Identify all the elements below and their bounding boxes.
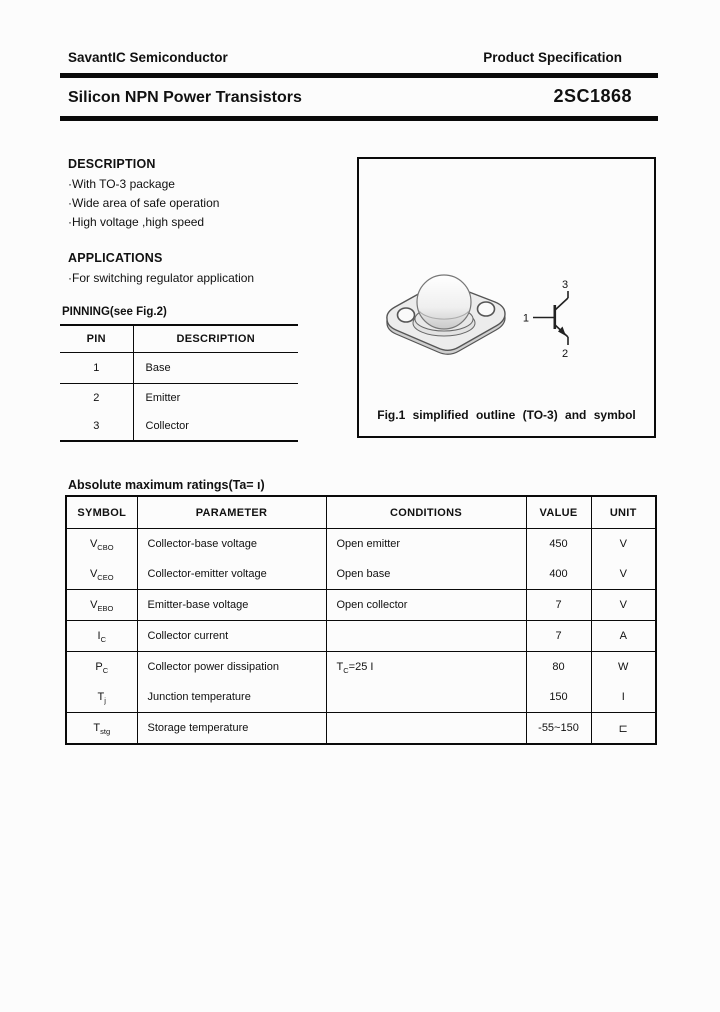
pin-label-emitter: 2 [561, 348, 569, 360]
pinning-table [60, 324, 298, 442]
pin-number-cell: 3 [93, 420, 100, 432]
to3-package-drawing [383, 269, 509, 359]
header-rule-bottom [60, 116, 658, 121]
symbol-cell: $T_{stg}$ [66, 713, 137, 745]
parameter-cell: Collector power dissipation [137, 652, 326, 683]
pin-description-cell: Collector [133, 412, 298, 441]
conditions-cell: Open collector [326, 590, 526, 621]
parameter-cell: Collector current [137, 621, 326, 652]
unit-column-header: UNIT [591, 496, 656, 529]
ratings-row-vebo [66, 590, 656, 621]
pinning-row [60, 384, 298, 413]
unit-cell: V [591, 590, 656, 621]
conditions-cell: $T_C=25$ I [326, 652, 526, 683]
description-item: ·Wide area of safe operation [68, 196, 220, 210]
pin-description-cell: Base [133, 353, 298, 384]
ratings-header-row [66, 496, 656, 529]
ratings-row-pc [66, 652, 656, 683]
ratings-row-tj [66, 682, 656, 713]
value-cell: 150 [526, 682, 591, 713]
pin-label-collector: 3 [561, 279, 569, 291]
pinning-row [60, 353, 298, 384]
npn-transistor-symbol [513, 273, 585, 361]
value-cell: -55~150 [526, 713, 591, 745]
pin-number-cell: 1 [60, 353, 133, 384]
value-cell: 450 [526, 529, 591, 560]
part-number: 2SC1868 [553, 86, 632, 106]
ratings-row-vceo [66, 559, 656, 590]
unit-cell: A [591, 621, 656, 652]
pinning-heading: PINNING(see Fig.2) [62, 306, 167, 318]
pinning-row [60, 412, 298, 441]
unit-cell: ⊏ [591, 713, 656, 745]
conditions-cell [326, 713, 526, 745]
pin-column-header: PIN [60, 325, 133, 353]
applications-item: ·For switching regulator application [68, 271, 255, 285]
pinning-header-row [60, 325, 298, 353]
description-item: ·With TO-3 package [68, 177, 175, 191]
unit-cell: V [591, 529, 656, 560]
pin-description-cell: Emitter [133, 384, 298, 413]
description-column-header: DESCRIPTION [133, 325, 298, 353]
conditions-cell: Open emitter [326, 529, 526, 560]
symbol-cell: $P_C$ [66, 652, 137, 683]
conditions-cell: Open base [326, 559, 526, 590]
product-specification-label: Product Specification [483, 50, 622, 65]
value-column-header: VALUE [526, 496, 591, 529]
unit-cell: W [591, 652, 656, 683]
conditions-column-header: CONDITIONS [326, 496, 526, 529]
parameter-cell: Collector-base voltage [137, 529, 326, 560]
parameter-cell: Junction temperature [137, 682, 326, 713]
symbol-cell: $T_j$ [66, 682, 137, 713]
description-heading: DESCRIPTION [68, 157, 156, 171]
value-cell: 80 [526, 652, 591, 683]
pin-number-cell: 2 [93, 392, 100, 404]
symbol-cell: $V_{CEO}$ [66, 559, 137, 590]
conditions-cell [326, 621, 526, 652]
product-title: Silicon NPN Power Transistors [68, 89, 302, 106]
parameter-cell: Collector-emitter voltage [137, 559, 326, 590]
ratings-row-ic [66, 621, 656, 652]
applications-heading: APPLICATIONS [68, 251, 163, 265]
symbol-column-header: SYMBOL [66, 496, 137, 529]
figure-caption: Fig.1 simplified outline (TO-3) and symbol [377, 408, 636, 422]
ratings-row-vcbo [66, 529, 656, 560]
value-cell: 7 [526, 621, 591, 652]
parameter-cell: Emitter-base voltage [137, 590, 326, 621]
pin-label-base: 1 [522, 312, 529, 325]
parameter-cell: Storage temperature [137, 713, 326, 745]
description-item: ·High voltage ,high speed [68, 215, 205, 229]
value-cell: 7 [526, 590, 591, 621]
figure-box [357, 157, 656, 438]
symbol-cell: $V_{CBO}$ [66, 529, 137, 560]
symbol-cell: $V_{EBO}$ [66, 590, 137, 621]
unit-cell: I [591, 682, 656, 713]
ratings-heading: Absolute maximum ratings(Ta= ı) [68, 478, 265, 492]
parameter-column-header: PARAMETER [137, 496, 326, 529]
symbol-cell: $I_C$ [66, 621, 137, 652]
vendor-name: SavantIC Semiconductor [68, 50, 228, 65]
conditions-cell [326, 682, 526, 713]
unit-cell: V [591, 559, 656, 590]
value-cell: 400 [526, 559, 591, 590]
ratings-table [65, 495, 657, 745]
ratings-row-tstg [66, 713, 656, 745]
header-rule-top [60, 73, 658, 78]
